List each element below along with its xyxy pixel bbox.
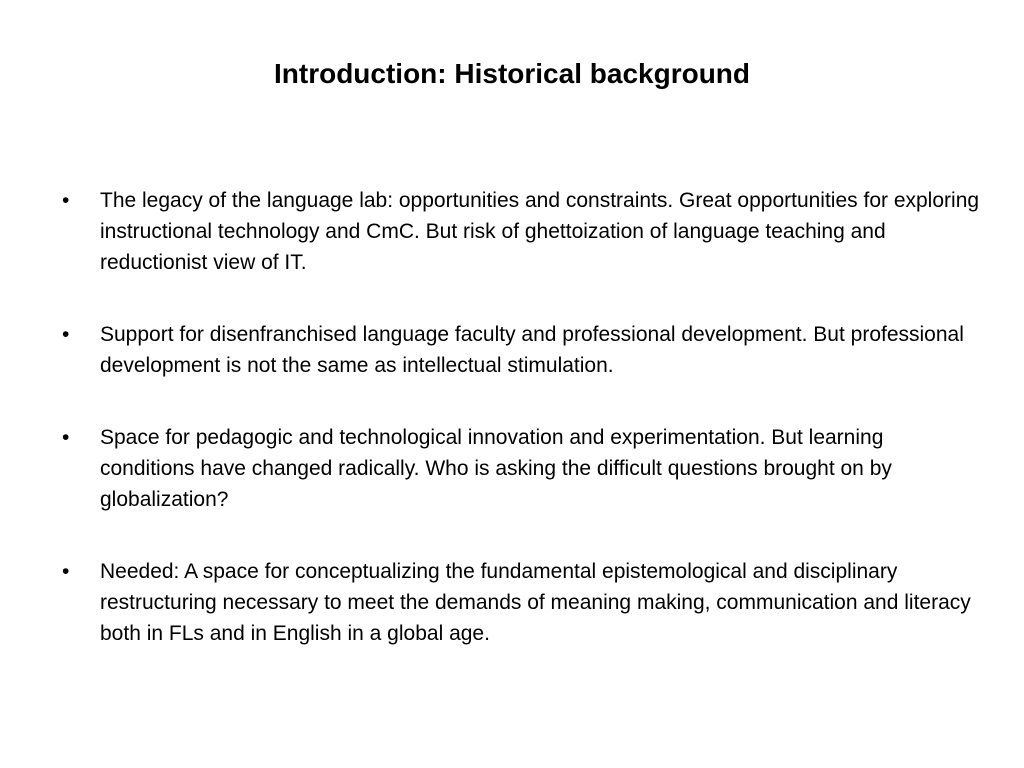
bullet-list bbox=[62, 185, 982, 690]
bullet-icon: • bbox=[62, 560, 70, 583]
bullet-text: Support for disenfranchised language faculty and professional development. But professional development is not the same as intellectual stimulation. bbox=[100, 323, 964, 377]
bullet-item-1 bbox=[62, 185, 982, 278]
bullet-text: Space for pedagogic and technological innovation and experimentation. But learning conditions have changed radically. Who is asking the difficult questions brought on by globalization? bbox=[100, 426, 892, 511]
bullet-item-4 bbox=[62, 556, 982, 649]
slide-title: Introduction: Historical background bbox=[273, 58, 750, 89]
bullet-text: Needed: A space for conceptualizing the fundamental epistemological and disciplinary restructuring necessary to meet the demands of meaning making, communication and literacy both in FLs and in English in a global age. bbox=[100, 560, 971, 645]
bullet-item-2 bbox=[62, 319, 982, 381]
bullet-icon: • bbox=[62, 426, 70, 449]
bullet-item-3 bbox=[62, 422, 982, 515]
bullet-icon: • bbox=[62, 323, 70, 346]
bullet-icon: • bbox=[62, 189, 70, 212]
bullet-text: The legacy of the language lab: opportunities and constraints. Great opportunities for exploring instructional technology and CmC. But risk of ghettoization of language teaching and reductionist view of IT. bbox=[100, 189, 980, 274]
